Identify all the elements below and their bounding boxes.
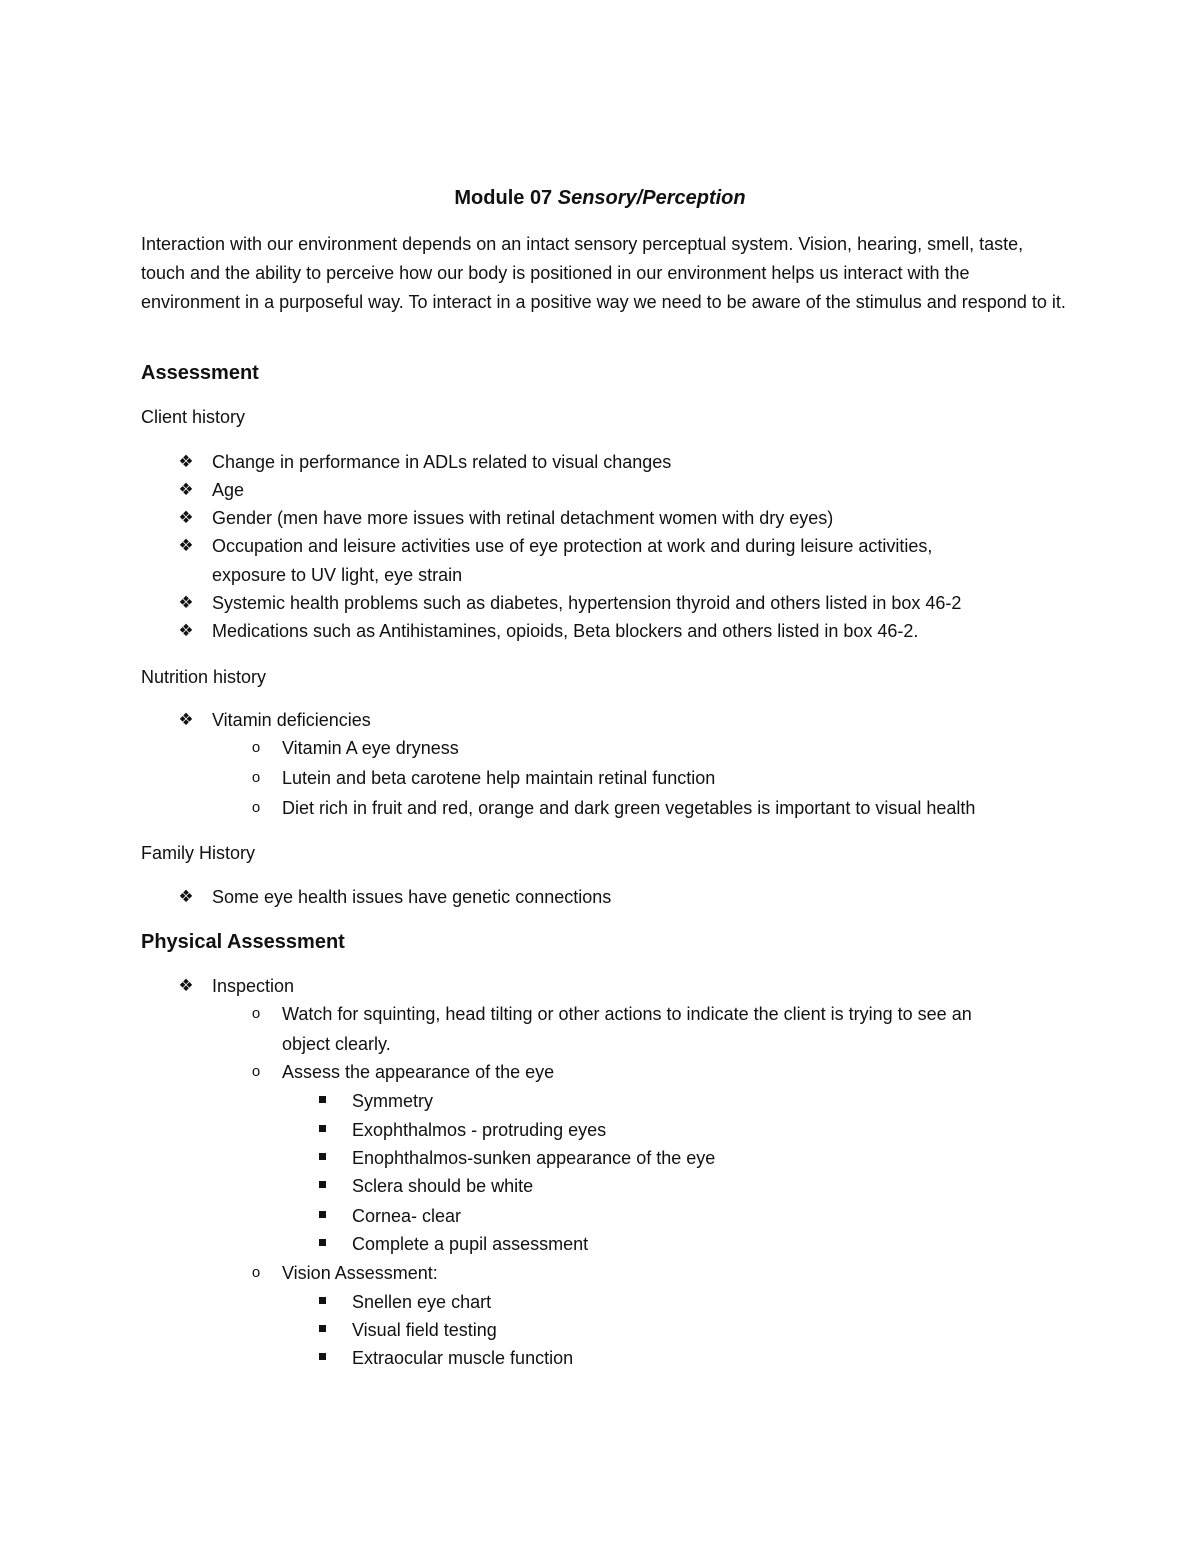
diamond-bullet-icon: ❖ <box>178 710 194 729</box>
list-item: Age <box>212 480 245 500</box>
circle-bullet-icon: o <box>251 739 261 756</box>
square-bullet-icon <box>314 1289 330 1315</box>
sub-list-item: Diet rich in fruit and red, orange and dark green vegetables is important to visual health <box>282 798 976 818</box>
diamond-bullet-icon: ❖ <box>178 976 194 995</box>
circle-bullet-icon: o <box>251 1264 261 1281</box>
page-title <box>0 184 1200 212</box>
list-item: Gender (men have more issues with retinal detachment women with dry eyes) <box>212 508 834 528</box>
square-bullet-icon <box>314 1117 330 1143</box>
sub-sub-list-item: Exophthalmos - protruding eyes <box>352 1120 607 1140</box>
title-italic: Sensory/Perception <box>557 187 746 209</box>
square-bullet-icon <box>314 1345 330 1371</box>
sub-sub-list-item: Symmetry <box>352 1091 433 1111</box>
square-bullet-icon <box>314 1317 330 1343</box>
list-item: Vitamin deficiencies <box>212 710 371 730</box>
diamond-bullet-icon: ❖ <box>178 621 194 640</box>
sub-sub-list-item: Extraocular muscle function <box>352 1348 574 1368</box>
list-item-continuation: exposure to UV light, eye strain <box>212 565 463 585</box>
diamond-bullet-icon: ❖ <box>178 887 194 906</box>
sub-list-item: Lutein and beta carotene help maintain retinal function <box>282 768 716 788</box>
square-bullet-icon <box>314 1173 330 1199</box>
sub-sub-list-item: Cornea- clear <box>352 1206 462 1226</box>
circle-bullet-icon: o <box>251 769 261 786</box>
circle-bullet-icon: o <box>251 799 261 816</box>
sub-sub-list-item: Snellen eye chart <box>352 1292 492 1312</box>
diamond-bullet-icon: ❖ <box>178 452 194 471</box>
sub-sub-list-item: Enophthalmos-sunken appearance of the eye <box>352 1148 716 1168</box>
diamond-bullet-icon: ❖ <box>178 593 194 612</box>
list-item: Medications such as Antihistamines, opioids, Beta blockers and others listed in box 46-2. <box>212 621 919 641</box>
circle-bullet-icon: o <box>251 1063 261 1080</box>
sub-list-item: Vitamin A eye dryness <box>282 738 459 758</box>
diamond-bullet-icon: ❖ <box>178 480 194 499</box>
sub-list-item: Vision Assessment: <box>282 1263 438 1283</box>
sub-sub-list-item: Complete a pupil assessment <box>352 1234 589 1254</box>
sub-sub-list-item: Sclera should be white <box>352 1176 534 1196</box>
list-item: Inspection <box>212 976 295 996</box>
intro-paragraph: Interaction with our environment depends on an intact sensory perceptual system. Vision, hearing, smell, taste, touch and the ability to perceive how our body is positioned in our environment helps us interact with the environment in a purposeful way. To interact in a positive way we need to be aware of the stimulus and respond to it. <box>141 234 1066 312</box>
client-history-label: Client history <box>141 407 246 427</box>
square-bullet-icon <box>314 1203 330 1229</box>
physical-assessment-heading: Physical Assessment <box>141 931 345 953</box>
nutrition-history-label: Nutrition history <box>141 667 267 687</box>
square-bullet-icon <box>314 1145 330 1171</box>
family-history-label: Family History <box>141 843 256 863</box>
list-item: Systemic health problems such as diabetes, hypertension thyroid and others listed in box 46-2 <box>212 593 962 613</box>
square-bullet-icon <box>314 1088 330 1114</box>
list-item: Some eye health issues have genetic connections <box>212 887 612 907</box>
sub-list-item: Assess the appearance of the eye <box>282 1062 555 1082</box>
sub-list-item-continuation: object clearly. <box>282 1034 391 1054</box>
square-bullet-icon <box>314 1231 330 1257</box>
title-main: Module 07 <box>454 187 553 209</box>
circle-bullet-icon: o <box>251 1005 261 1022</box>
assessment-heading: Assessment <box>141 362 259 384</box>
list-item: Occupation and leisure activities use of eye protection at work and during leisure activities, <box>212 536 933 556</box>
diamond-bullet-icon: ❖ <box>178 508 194 527</box>
sub-list-item: Watch for squinting, head tilting or other actions to indicate the client is trying to see an <box>282 1004 972 1024</box>
diamond-bullet-icon: ❖ <box>178 536 194 555</box>
sub-sub-list-item: Visual field testing <box>352 1320 497 1340</box>
list-item: Change in performance in ADLs related to visual changes <box>212 452 672 472</box>
